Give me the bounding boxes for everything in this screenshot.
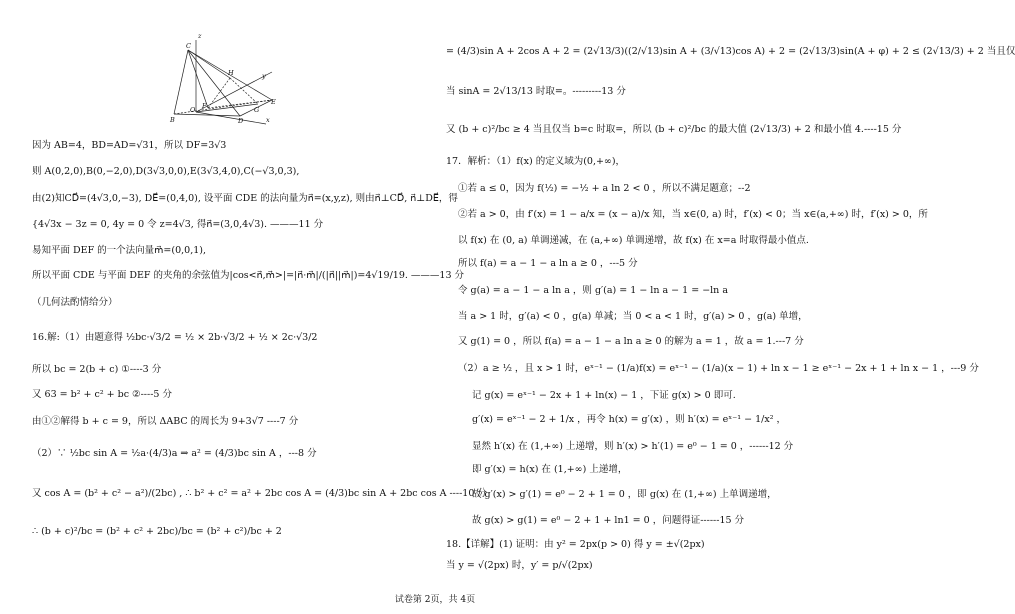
label-C: C [186,42,191,50]
text-line: 又 63 = b² + c² + bc ②----5 分 [32,389,172,400]
label-z: z [198,32,202,40]
text-line: 16.解:（1）由题意得 ½bc·√3/2 = ½ × 2b·√3/2 + ½ × 2c·√3/2 [32,332,318,343]
text-line: g′(x) = eˣ⁻¹ − 2 + 1/x ，再令 h(x) = g′(x) ，则 h′(x) = eˣ⁻¹ − 1/x² ， [472,414,787,425]
text-line: 当 sinA = 2√13/13 时取=。---------13 分 [446,86,626,97]
text-line: 易知平面 DEF 的一个法向量m⃗=(0,0,1), [32,245,207,256]
text-line: （2）∵ ½bc sin A = ½a·(4/3)a ⇒ a² = (4/3)bc sin A ，---8 分 [32,448,317,459]
text-line: ①若 a ≤ 0，因为 f(½) = −½ + a ln 2 < 0 ，所以不满足题意；--2 [458,183,751,194]
text-line: 显然 h′(x) 在 (1,+∞) 上递增，则 h′(x) > h′(1) = e⁰ − 1 = 0 ，------12 分 [472,441,794,452]
text-line: 当 a > 1 时，g′(a) < 0 ，g(a) 单减；当 0 < a < 1 时，g′(a) > 0 ，g(a) 单增， [458,311,808,322]
pyramid-diagram [168,32,278,124]
text-line: 由(2)知CD⃗=(4√3,0,−3), DE⃗=(0,4,0), 设平面 CDE 的法向量为n⃗=(x,y,z), 则由n⃗⊥CD⃗, n⃗⊥DE⃗，得 [32,193,458,204]
geometry-figure [168,32,278,124]
text-line: （2）a ≥ ½ ，且 x > 1 时，eˣ⁻¹ − (1/a)f(x) = eˣ⁻¹ − (1/a)(x − 1) + ln x − 1 ≥ eˣ⁻¹ − 2x + 1 + ln x − 1 ，---9 分 [458,363,979,374]
text-line: 故 g(x) > g(1) = e⁰ − 2 + 1 + ln1 = 0 ，问题得证------15 分 [472,515,745,526]
text-line: 因为 AB=4，BD=AD=√31，所以 DF=3√3 [32,140,227,151]
label-D: D [238,117,244,125]
text-line: 18.【详解】(1) 证明：由 y² = 2px(p > 0) 得 y = ±√(2px) [446,539,705,550]
label-F: F [202,102,207,110]
text-line: 以 f(x) 在 (0, a) 单调递减，在 (a,+∞) 单调递增，故 f(x) 在 x=a 时取得最小值点. [458,235,809,246]
text-line: 所以 bc = 2(b + c) ①----3 分 [32,364,162,375]
text-line: 令 g(a) = a − 1 − a ln a ，则 g′(a) = 1 − ln a − 1 = −ln a [458,285,728,296]
text-line: 17．解析：（1）f(x) 的定义域为(0,+∞)， [446,156,626,167]
text-line: 又 cos A = (b² + c² − a²)/(2bc) , ∴ b² + c² = a² + 2bc cos A = (4/3)bc sin A + 2bc cos A ----10 分 [32,488,487,499]
text-line: 由①②解得 b + c = 9，所以 ΔABC 的周长为 9+3√7 ----7 分 [32,416,299,427]
label-H: H [228,69,234,77]
text-line: 又 g(1) = 0 ，所以 f(a) = a − 1 − a ln a ≥ 0 的解为 a = 1 ，故 a = 1.---7 分 [458,336,804,347]
text-line: 所以平面 CDE 与平面 DEF 的夹角的余弦值为|cos<n⃗,m⃗>|=|n⃗·m⃗|/(|n⃗||m⃗|)=4√19/19. ———13 分 [32,270,465,281]
label-x: x [266,116,270,124]
label-E: E [271,98,276,106]
text-line: 记 g(x) = eˣ⁻¹ − 2x + 1 + ln(x) − 1 ，下证 g(x) > 0 即可. [472,390,736,401]
text-line: 所以 f(a) = a − 1 − a ln a ≥ 0 ，---5 分 [458,258,638,269]
text-line: 当 y = √(2px) 时，y′ = p/√(2px) [446,560,593,571]
text-line: ∴ (b + c)²/bc = (b² + c² + 2bc)/bc = (b² + c²)/bc + 2 [32,526,282,537]
text-line: = (4/3)sin A + 2cos A + 2 = (2√13/3)((2/√13)sin A + (3/√13)cos A) + 2 = (2√13/3)sin(A + φ) + 2 ≤ (2√13/3) + 2 当且仅 [446,46,1015,57]
text-line: ②若 a > 0，由 f′(x) = 1 − a/x = (x − a)/x 知，当 x∈(0, a) 时，f′(x) < 0；当 x∈(a,+∞) 时，f′(x) > 0，所 [458,209,928,220]
label-O: O [190,106,196,114]
text-line: 即 g′(x) = h(x) 在 (1,+∞) 上递增， [472,464,628,475]
text-line: {4√3x − 3z = 0, 4y = 0 令 z=4√3, 得n⃗=(3,0,4√3). ———11 分 [32,219,324,230]
text-line: 故 g′(x) > g′(1) = e⁰ − 2 + 1 = 0 ，即 g(x) 在 (1,+∞) 上单调递增， [472,489,777,500]
text-line: 又 (b + c)²/bc ≥ 4 当且仅当 b=c 时取=，所以 (b + c)²/bc 的最大值 (2√13/3) + 2 和最小值 4.----15 分 [446,124,902,135]
text-line: （几何法酌情给分） [32,297,118,308]
label-y: y [262,72,266,80]
text-line: 则 A(0,2,0),B(0,−2,0),D(3√3,0,0),E(3√3,4,0),C(−√3,0,3), [32,166,300,177]
label-G: G [254,106,260,114]
page-footer: 试卷第 2页，共 4页 [394,595,476,605]
label-B: B [170,116,175,124]
